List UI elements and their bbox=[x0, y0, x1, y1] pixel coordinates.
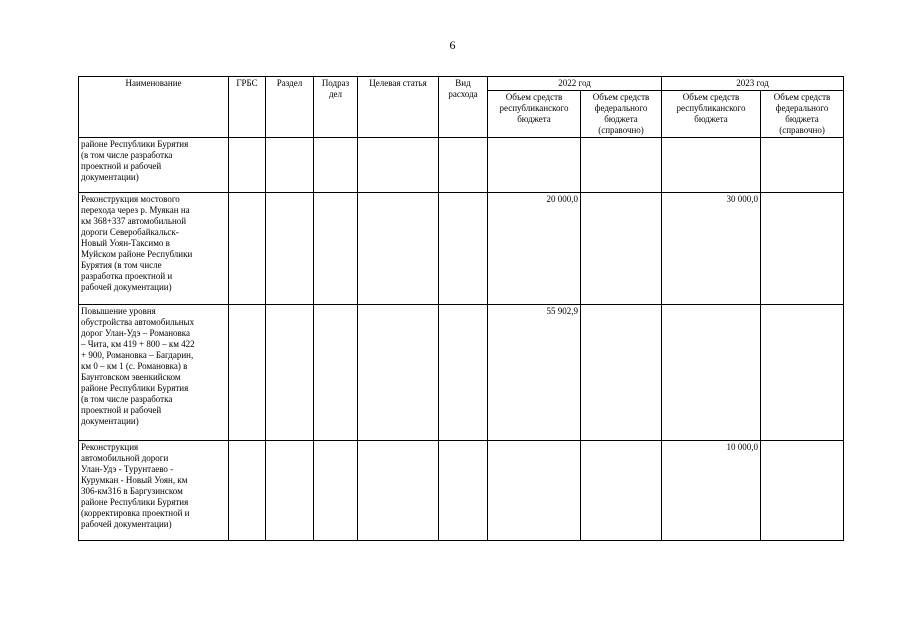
cell-podrazdel bbox=[314, 138, 358, 193]
row-name: районе Республики Бурятия (в том числе разработка проектной и рабочей документации) bbox=[79, 138, 229, 193]
cell-grbs bbox=[229, 441, 266, 541]
header-year-2023: 2023 год bbox=[662, 77, 844, 91]
header-fed-2022: Объем средств федерального бюджета (справочно) bbox=[581, 91, 662, 138]
header-target: Целевая статья bbox=[358, 77, 439, 138]
cell-vid bbox=[439, 441, 488, 541]
row-name: Реконструкция мостового перехода через р. Муякан на км 368+337 автомобильной дороги Северобайкальск- Новый Уоян-Таксимо в Муйском районе Республики Бурятия (в том числе разработка проектной и рабочей документации) bbox=[79, 193, 229, 305]
cell-fed-2022 bbox=[581, 441, 662, 541]
cell-rep-2023: 30 000,0 bbox=[662, 193, 761, 305]
cell-vid bbox=[439, 305, 488, 441]
cell-grbs bbox=[229, 305, 266, 441]
header-grbs: ГРБС bbox=[229, 77, 266, 138]
cell-vid bbox=[439, 193, 488, 305]
cell-podrazdel bbox=[314, 441, 358, 541]
cell-vid bbox=[439, 138, 488, 193]
header-rep-2023: Объем средств республиканского бюджета bbox=[662, 91, 761, 138]
page-number: 6 bbox=[449, 38, 456, 52]
row-name: Повышение уровня обустройства автомобильных дорог Улан-Удэ – Романовка – Чита, км 419 + 800 – км 422 + 900, Романовка – Багдарин, км 0 – км 1 (с. Романовка) в Баунтовском эвенкийском районе Республики Бурятия (в том числе разработка проектной и рабочей документации) bbox=[79, 305, 229, 441]
header-razdel: Раздел bbox=[266, 77, 314, 138]
cell-rep-2023 bbox=[662, 305, 761, 441]
cell-rep-2022 bbox=[488, 138, 581, 193]
cell-fed-2022 bbox=[581, 193, 662, 305]
cell-podrazdel bbox=[314, 193, 358, 305]
cell-rep-2022: 55 902,9 bbox=[488, 305, 581, 441]
header-vid: Вид расхода bbox=[439, 77, 488, 138]
cell-rep-2022 bbox=[488, 441, 581, 541]
cell-fed-2023 bbox=[761, 305, 844, 441]
header-year-2022: 2022 год bbox=[488, 77, 662, 91]
cell-rep-2022: 20 000,0 bbox=[488, 193, 581, 305]
cell-target bbox=[358, 193, 439, 305]
cell-target bbox=[358, 138, 439, 193]
cell-fed-2022 bbox=[581, 305, 662, 441]
cell-target bbox=[358, 441, 439, 541]
cell-rep-2023 bbox=[662, 138, 761, 193]
budget-table bbox=[78, 76, 844, 541]
cell-fed-2023 bbox=[761, 193, 844, 305]
cell-fed-2023 bbox=[761, 138, 844, 193]
cell-razdel bbox=[266, 138, 314, 193]
cell-grbs bbox=[229, 138, 266, 193]
cell-razdel bbox=[266, 441, 314, 541]
header-row-1 bbox=[79, 77, 844, 91]
table-row bbox=[79, 305, 844, 441]
cell-fed-2022 bbox=[581, 138, 662, 193]
table-row bbox=[79, 441, 844, 541]
cell-grbs bbox=[229, 193, 266, 305]
cell-rep-2023: 10 000,0 bbox=[662, 441, 761, 541]
header-podrazdel: Подраз дел bbox=[314, 77, 358, 138]
cell-fed-2023 bbox=[761, 441, 844, 541]
header-name: Наименование bbox=[79, 77, 229, 138]
table-row bbox=[79, 193, 844, 305]
cell-target bbox=[358, 305, 439, 441]
cell-podrazdel bbox=[314, 305, 358, 441]
header-rep-2022: Объем средств республиканского бюджета bbox=[488, 91, 581, 138]
cell-razdel bbox=[266, 305, 314, 441]
row-name: Реконструкция автомобильной дороги Улан-Удэ - Турунтаево - Курумкан - Новый Уоян, км 306-км316 в Баргузинском районе Республики Бурятия (корректировка проектной и рабочей документации) bbox=[79, 441, 229, 541]
cell-razdel bbox=[266, 193, 314, 305]
table-row bbox=[79, 138, 844, 193]
header-fed-2023: Объем средств федерального бюджета (справочно) bbox=[761, 91, 844, 138]
